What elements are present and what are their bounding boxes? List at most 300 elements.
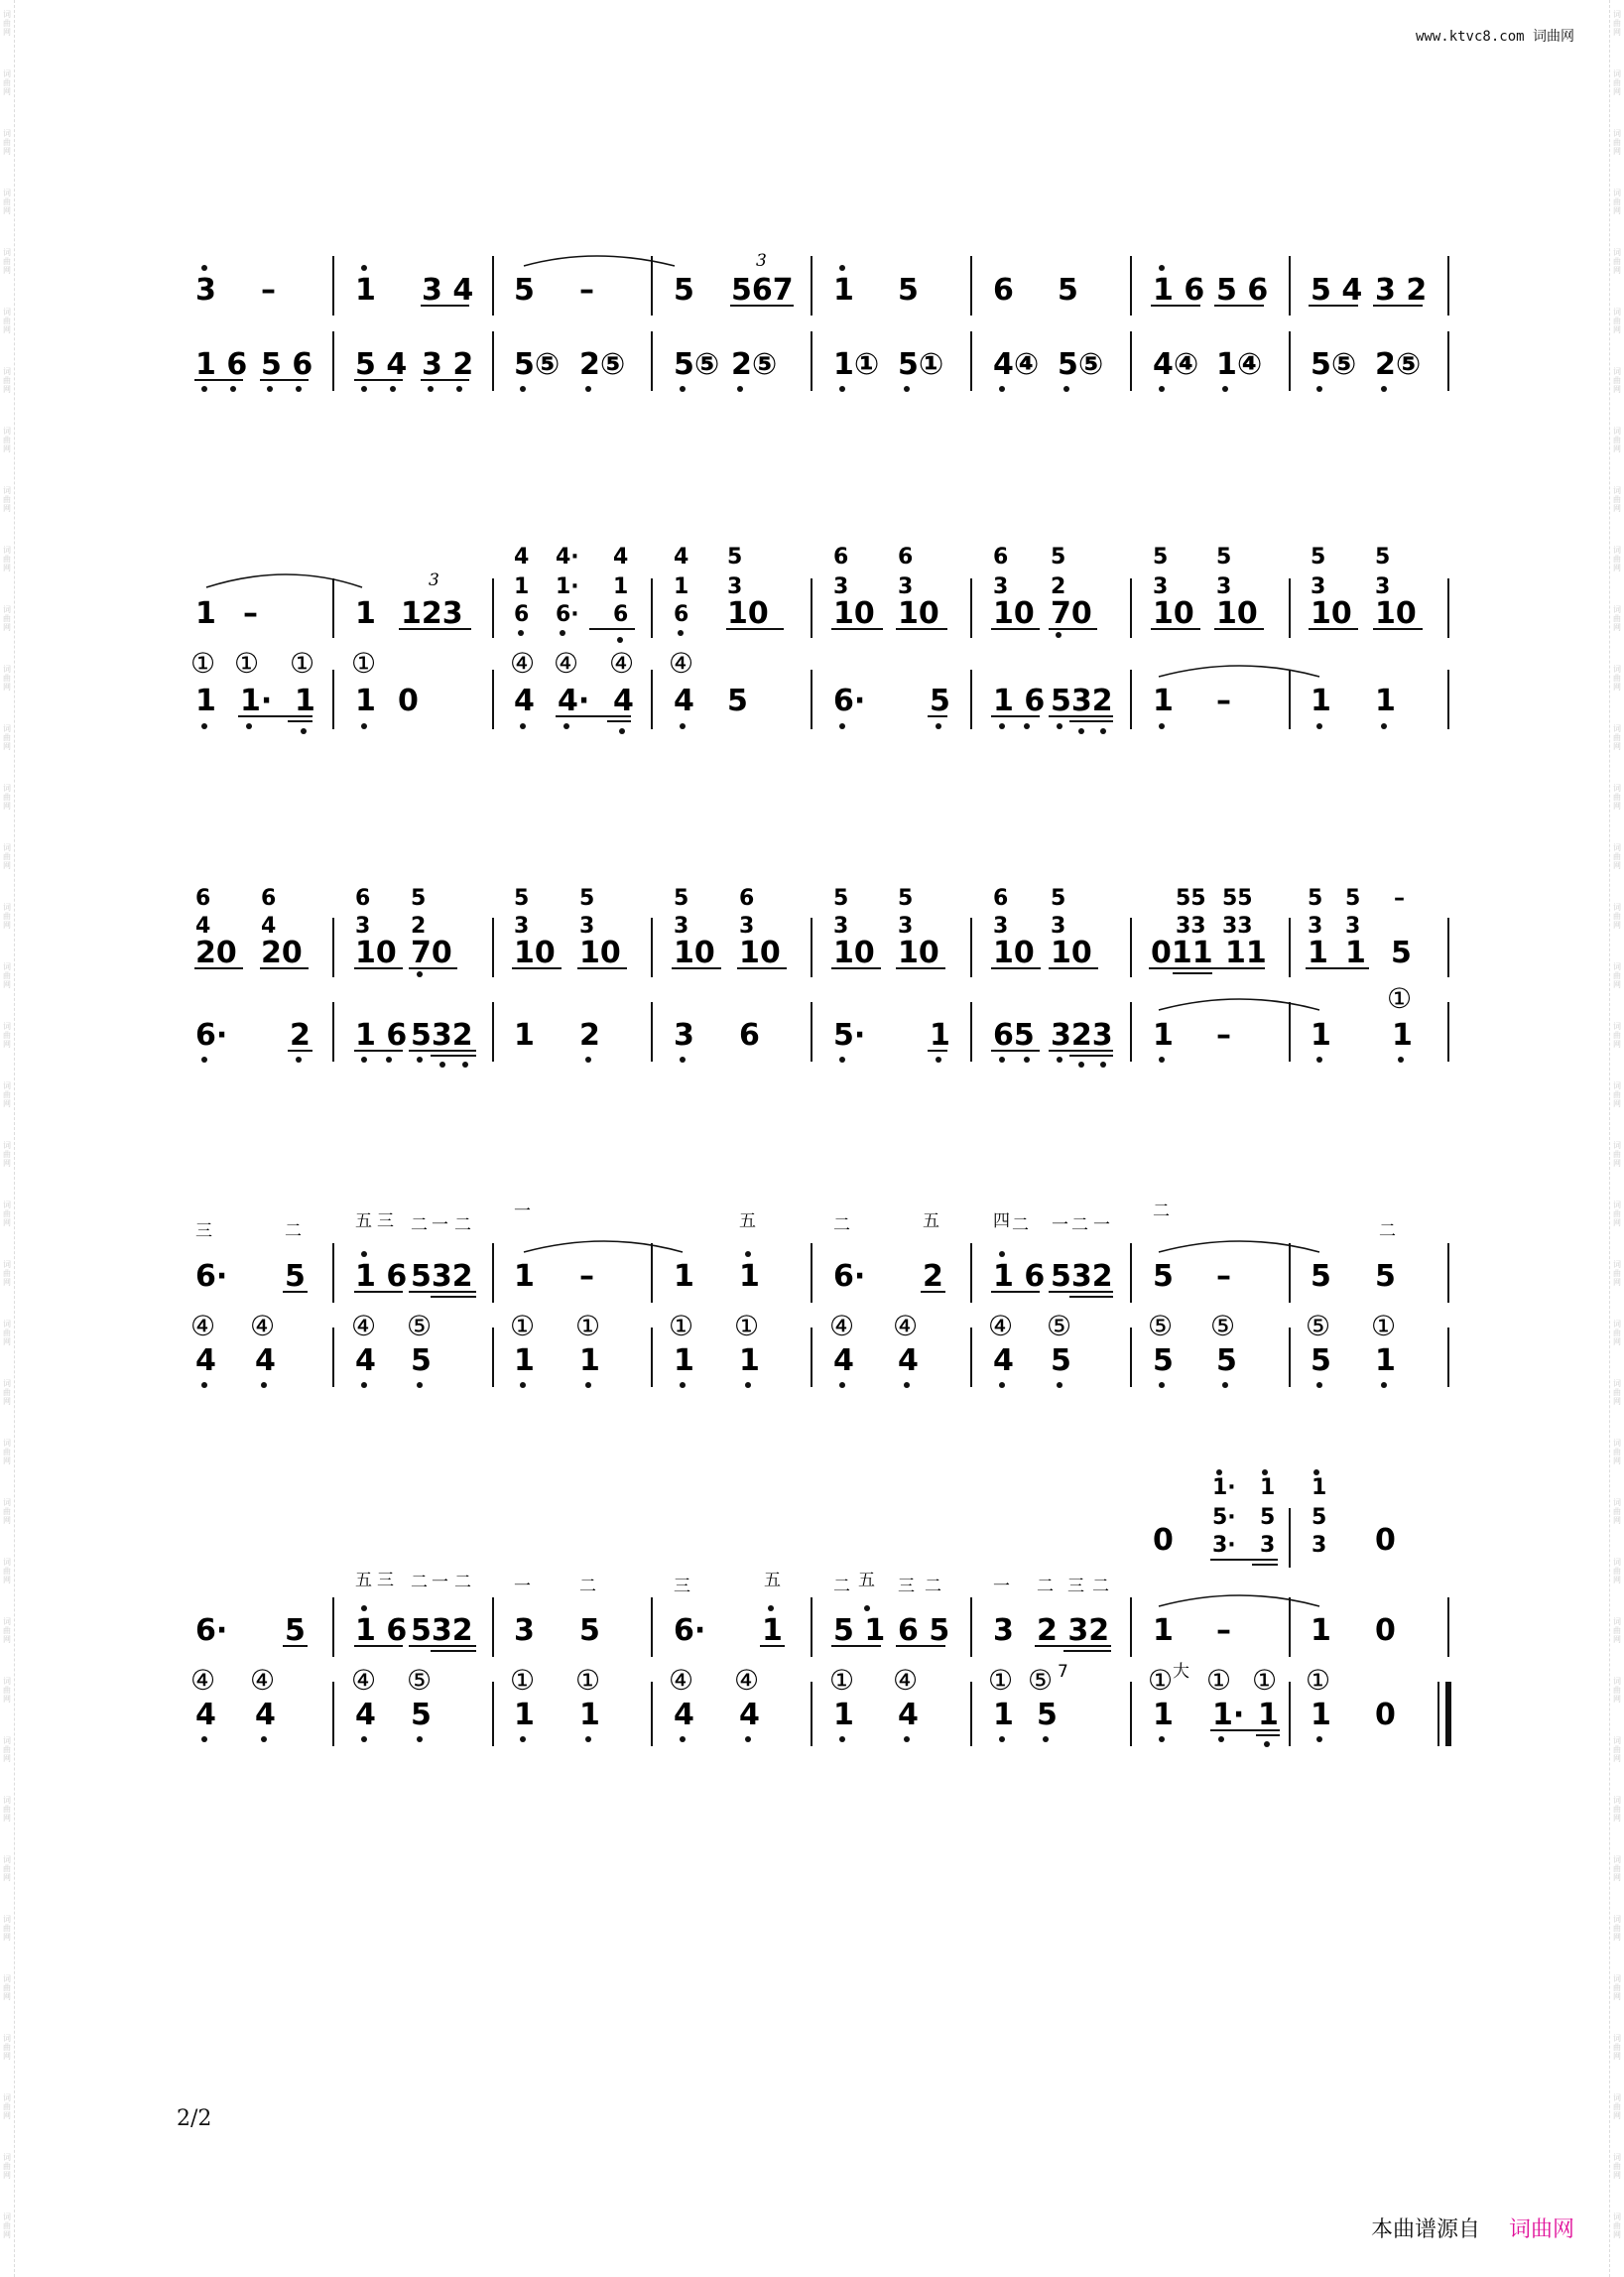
score-symbol: 10 bbox=[739, 936, 781, 970]
score-symbol: 5 bbox=[1037, 1698, 1058, 1732]
watermark-mark: 词 曲 网 bbox=[3, 1677, 11, 1704]
score-symbol: – bbox=[1394, 886, 1405, 911]
score-symbol: 1· bbox=[1212, 1698, 1245, 1732]
watermark-mark: 词 曲 网 bbox=[3, 1796, 11, 1823]
watermark-mark: 词 曲 网 bbox=[1613, 605, 1621, 632]
score-symbol: 0 bbox=[1375, 1613, 1396, 1648]
score-symbol: ⑤ bbox=[407, 1310, 433, 1342]
score-symbol: 4 bbox=[355, 1698, 376, 1732]
score-symbol: 1 bbox=[1153, 1613, 1174, 1648]
score-symbol: 10 bbox=[1153, 596, 1194, 631]
watermark-mark: 词 曲 网 bbox=[3, 1141, 11, 1168]
score-symbol: 6· bbox=[833, 1259, 866, 1294]
score-symbol: 3 bbox=[1312, 1533, 1327, 1558]
note: 5⑤ bbox=[674, 347, 720, 382]
score-symbol: 1· bbox=[556, 574, 579, 599]
score-symbol: 5 bbox=[727, 684, 748, 718]
watermark-mark: 词 曲 网 bbox=[1613, 903, 1621, 930]
score-symbol: ④ bbox=[669, 1664, 694, 1697]
score-symbol: – bbox=[579, 1259, 594, 1294]
score-symbol: 3 bbox=[1153, 574, 1169, 599]
score-symbol: 532 bbox=[411, 1018, 473, 1053]
note: 5 6 bbox=[261, 347, 313, 382]
watermark-mark: 词 曲 网 bbox=[1613, 1974, 1621, 2001]
score-symbol: 5 bbox=[411, 1343, 432, 1378]
note: 123 bbox=[401, 596, 463, 631]
score-symbol: 三 bbox=[377, 1571, 394, 1590]
score-symbol: 20 bbox=[195, 936, 237, 970]
score-symbol: 五 bbox=[858, 1571, 875, 1590]
score-symbol: 5 bbox=[1153, 545, 1169, 569]
score-symbol: 6· bbox=[195, 1259, 228, 1294]
score-symbol: 5 bbox=[1051, 545, 1066, 569]
score-symbol: 1 bbox=[1153, 1698, 1174, 1732]
score-symbol: 1 bbox=[514, 1259, 535, 1294]
watermark-mark: 词 曲 网 bbox=[1613, 10, 1621, 37]
score-symbol: ⑤ bbox=[1210, 1310, 1236, 1342]
score-symbol: ① bbox=[734, 1310, 760, 1342]
score-symbol: 1 bbox=[1311, 1018, 1331, 1053]
note: 5 4 bbox=[1311, 273, 1363, 308]
score-symbol: 5 bbox=[1216, 545, 1232, 569]
score-symbol: 3 bbox=[993, 1613, 1014, 1648]
watermark-mark: 词 曲 网 bbox=[3, 1201, 11, 1227]
score-symbol: 4 bbox=[739, 1698, 760, 1732]
watermark-mark: 词 曲 网 bbox=[3, 2213, 11, 2239]
score-symbol: 3 bbox=[1051, 914, 1066, 939]
score-symbol: 10 bbox=[898, 596, 939, 631]
score-symbol: 5 bbox=[674, 886, 689, 911]
score-symbol: 2 bbox=[1051, 574, 1066, 599]
note: 5⑤ bbox=[1311, 347, 1357, 382]
watermark-mark: 词 曲 网 bbox=[3, 1736, 11, 1763]
watermark-mark: 词 曲 网 bbox=[3, 1320, 11, 1346]
note: – bbox=[243, 596, 258, 631]
watermark-mark: 词 曲 网 bbox=[3, 248, 11, 275]
score-symbol: 二 bbox=[833, 1215, 850, 1235]
watermark-mark: 词 曲 网 bbox=[3, 903, 11, 930]
score-symbol: 五 bbox=[355, 1211, 372, 1231]
score-symbol: 5 bbox=[1311, 545, 1326, 569]
watermark-mark: 词 曲 网 bbox=[1613, 1439, 1621, 1465]
score-symbol: 532 bbox=[411, 1259, 473, 1294]
score-symbol: 6· bbox=[674, 1613, 706, 1648]
score-symbol: 一 bbox=[432, 1215, 448, 1235]
score-symbol: 1 bbox=[1311, 684, 1331, 718]
note: – bbox=[261, 273, 276, 308]
score-symbol: 1 bbox=[762, 1613, 783, 1648]
score-symbol: 2 32 bbox=[1037, 1613, 1110, 1648]
note: 3 2 bbox=[422, 347, 474, 382]
watermark-mark: 词 曲 网 bbox=[1613, 427, 1621, 453]
score-symbol: 3 bbox=[739, 914, 755, 939]
score-symbol: 6· bbox=[195, 1018, 228, 1053]
watermark-mark: 词 曲 网 bbox=[3, 2093, 11, 2120]
note: 5 bbox=[514, 273, 535, 308]
score-symbol: 五 bbox=[739, 1211, 756, 1231]
score-symbol: ① bbox=[575, 1664, 601, 1697]
score-symbol: 1 bbox=[613, 574, 629, 599]
score-symbol: 2 bbox=[290, 1018, 311, 1053]
score-symbol: 532 bbox=[1051, 684, 1113, 718]
score-symbol: 5 bbox=[1216, 1343, 1237, 1378]
score-symbol: ① bbox=[1206, 1664, 1232, 1697]
score-symbol: 5 bbox=[1375, 545, 1391, 569]
watermark-mark: 词 曲 网 bbox=[1613, 308, 1621, 334]
score-symbol: 5 bbox=[1051, 886, 1066, 911]
score-symbol: 1 bbox=[514, 1343, 535, 1378]
score-symbol: 5 bbox=[285, 1613, 306, 1648]
note: 5⑤ bbox=[1058, 347, 1104, 382]
watermark-mark: 词 曲 网 bbox=[1613, 1796, 1621, 1823]
score-symbol: 二 bbox=[925, 1577, 941, 1596]
score-symbol: 6 bbox=[739, 886, 755, 911]
watermark-mark: 词 曲 网 bbox=[1613, 843, 1621, 870]
score-symbol: 6· bbox=[833, 684, 866, 718]
watermark-mark: 词 曲 网 bbox=[1613, 784, 1621, 811]
score-symbol: 5 bbox=[727, 545, 743, 569]
score-symbol: 1 bbox=[1312, 1475, 1327, 1500]
note: 6 bbox=[993, 273, 1014, 308]
score-symbol: 三 bbox=[1067, 1577, 1084, 1596]
watermark-mark: 词 曲 网 bbox=[3, 308, 11, 334]
score-symbol: 一 bbox=[1093, 1215, 1110, 1235]
note: 1 6 bbox=[195, 347, 248, 382]
note: 567 bbox=[731, 273, 794, 308]
score-symbol: 一 bbox=[1052, 1215, 1068, 1235]
score-symbol: 1 bbox=[674, 574, 689, 599]
score-symbol: ① bbox=[234, 647, 260, 680]
score-symbol: 4 bbox=[898, 1343, 919, 1378]
watermark-mark: 词 曲 网 bbox=[3, 1855, 11, 1882]
score-symbol: 6 bbox=[898, 545, 914, 569]
note: 2⑤ bbox=[579, 347, 626, 382]
score-symbol: 532 bbox=[411, 1613, 473, 1648]
watermark-mark: 词 曲 网 bbox=[1613, 724, 1621, 751]
score-symbol: 1 bbox=[1311, 1613, 1331, 1648]
score-symbol: 1 bbox=[674, 1259, 694, 1294]
score-symbol: 6 bbox=[993, 886, 1009, 911]
score-symbol: 3 bbox=[514, 914, 530, 939]
score-symbol: 70 bbox=[1051, 596, 1092, 631]
system-row-1 bbox=[194, 251, 1448, 392]
score-symbol: 4· bbox=[556, 545, 579, 569]
score-symbol: 2 bbox=[923, 1259, 943, 1294]
score-symbol: ④ bbox=[510, 647, 536, 680]
system-row-5 bbox=[190, 1469, 1448, 1747]
score-symbol: 1 6 bbox=[355, 1018, 408, 1053]
score-symbol: 5 bbox=[1260, 1505, 1276, 1530]
watermark-mark: 词 曲 网 bbox=[1613, 2213, 1621, 2239]
score-symbol: 4 bbox=[355, 1343, 376, 1378]
watermark-mark: 词 曲 网 bbox=[1613, 546, 1621, 572]
watermark-mark: 词 曲 网 bbox=[3, 1379, 11, 1406]
score-symbol: 大 bbox=[1173, 1662, 1189, 1682]
score-symbol: 4 bbox=[674, 1698, 694, 1732]
watermark-mark: 词 曲 网 bbox=[1613, 486, 1621, 513]
score-symbol: 7 bbox=[1058, 1662, 1068, 1682]
score-symbol: 4 bbox=[195, 1698, 216, 1732]
score-symbol: 33 bbox=[1222, 914, 1253, 939]
score-symbol: 5 bbox=[1153, 1259, 1174, 1294]
score-symbol: 4 bbox=[261, 914, 277, 939]
score-symbol: 5 bbox=[1391, 936, 1412, 970]
score-symbol: 二 bbox=[454, 1215, 471, 1235]
score-symbol: 0 bbox=[1375, 1698, 1396, 1732]
score-symbol: 1 bbox=[514, 574, 530, 599]
note: 3 bbox=[195, 273, 216, 308]
score-symbol: 3 bbox=[833, 914, 849, 939]
score-symbol: 10 bbox=[1375, 596, 1417, 631]
score-symbol: 10 bbox=[833, 596, 875, 631]
score-symbol: ④ bbox=[829, 1310, 855, 1342]
score-symbol: 11 bbox=[1225, 936, 1267, 970]
watermark-mark: 词 曲 网 bbox=[1613, 1379, 1621, 1406]
score-symbol: 55 bbox=[1222, 886, 1253, 911]
watermark-mark: 词 曲 网 bbox=[1613, 1081, 1621, 1108]
score-symbol: 3 bbox=[993, 574, 1009, 599]
score-symbol: ① bbox=[1252, 1664, 1278, 1697]
score-symbol: 1 bbox=[295, 684, 315, 718]
score-symbol: 532 bbox=[1051, 1259, 1113, 1294]
score-symbol: 三 bbox=[195, 1221, 212, 1241]
watermark-mark: 词 曲 网 bbox=[3, 189, 11, 215]
score-symbol: ① bbox=[669, 1310, 694, 1342]
watermark-mark: 词 曲 网 bbox=[3, 427, 11, 453]
score-symbol: 6· bbox=[556, 602, 579, 627]
watermark-mark: 词 曲 网 bbox=[1613, 1736, 1621, 1763]
score-symbol: 4 bbox=[674, 545, 689, 569]
score-symbol: 3 bbox=[727, 574, 743, 599]
score-symbol: ① bbox=[575, 1310, 601, 1342]
watermark-mark: 词 曲 网 bbox=[1613, 2153, 1621, 2180]
score-symbol: ④ bbox=[250, 1664, 276, 1697]
note: 5⑤ bbox=[514, 347, 561, 382]
watermark-mark: 词 曲 网 bbox=[3, 962, 11, 989]
score-symbol: 一 bbox=[432, 1573, 448, 1592]
score-symbol: 0 bbox=[1375, 1523, 1396, 1558]
score-symbol: 1· bbox=[240, 684, 273, 718]
score-symbol: 5 bbox=[285, 1259, 306, 1294]
note: 5 bbox=[674, 273, 694, 308]
score-symbol: ④ bbox=[893, 1310, 919, 1342]
score-symbol: 3 bbox=[514, 1613, 535, 1648]
score-symbol: 4 bbox=[613, 545, 629, 569]
watermark-mark: 词 曲 网 bbox=[3, 665, 11, 692]
watermark-mark: 词 曲 网 bbox=[1613, 1260, 1621, 1287]
watermark-mark: 词 曲 网 bbox=[3, 1439, 11, 1465]
score-symbol: 3 bbox=[1260, 1533, 1276, 1558]
score-symbol: 10 bbox=[1216, 596, 1258, 631]
score-symbol: 二 bbox=[411, 1573, 428, 1592]
score-symbol: 4 bbox=[833, 1343, 854, 1378]
score-symbol: 5 bbox=[898, 886, 914, 911]
score-symbol: 1 bbox=[1375, 1343, 1396, 1378]
score-symbol: 1 6 bbox=[993, 684, 1046, 718]
score-symbol: 5 bbox=[1153, 1343, 1174, 1378]
score-symbol: ① bbox=[1387, 982, 1413, 1015]
watermark-mark: 词 曲 网 bbox=[1613, 1855, 1621, 1882]
score-symbol: ④ bbox=[190, 1310, 216, 1342]
note: 2⑤ bbox=[1375, 347, 1422, 382]
score-symbol: 一 bbox=[514, 1202, 531, 1221]
score-symbol: ⑤ bbox=[1306, 1310, 1331, 1342]
chord-stack bbox=[514, 545, 1423, 643]
score-symbol: 3 bbox=[1345, 914, 1361, 939]
watermark-mark: 词 曲 网 bbox=[3, 605, 11, 632]
watermark-mark: 词 曲 网 bbox=[3, 1498, 11, 1525]
score-symbol: 10 bbox=[355, 936, 397, 970]
note: 3 2 bbox=[1375, 273, 1428, 308]
watermark-mark: 词 曲 网 bbox=[1613, 2093, 1621, 2120]
score-symbol: 5 bbox=[411, 1698, 432, 1732]
watermark-mark: 词 曲 网 bbox=[3, 367, 11, 394]
score-symbol: 6 bbox=[674, 602, 689, 627]
score-symbol: 10 bbox=[833, 936, 875, 970]
score-symbol: 10 bbox=[1311, 596, 1352, 631]
score-symbol: ① bbox=[351, 647, 377, 680]
watermark-mark: 词 曲 网 bbox=[3, 2034, 11, 2061]
score-symbol: 4· bbox=[558, 684, 590, 718]
score-symbol: 0 bbox=[1153, 1523, 1174, 1558]
score-symbol: 4 bbox=[993, 1343, 1014, 1378]
score-symbol: ④ bbox=[609, 647, 635, 680]
watermark-mark: 词 曲 网 bbox=[1613, 1677, 1621, 1704]
note: 1 bbox=[833, 273, 854, 308]
score-symbol: 五 bbox=[355, 1571, 372, 1590]
score-symbol: 3 bbox=[1375, 574, 1391, 599]
watermark-mark: 词 曲 网 bbox=[1613, 1617, 1621, 1644]
watermark-mark: 词 曲 网 bbox=[3, 1974, 11, 2001]
watermark-mark: 词 曲 网 bbox=[3, 724, 11, 751]
score-symbol: ④ bbox=[669, 647, 694, 680]
score-symbol: 10 bbox=[727, 596, 769, 631]
system-row-4 bbox=[190, 1202, 1448, 1388]
score-symbol: 二 bbox=[454, 1573, 471, 1592]
score-symbol: 1 bbox=[355, 684, 376, 718]
note: 3 4 bbox=[422, 273, 474, 308]
score-symbol: ① bbox=[510, 1664, 536, 1697]
score-symbol: 1 bbox=[993, 1698, 1014, 1732]
score-symbol: 10 bbox=[514, 936, 556, 970]
watermark-mark: 词 曲 网 bbox=[1613, 189, 1621, 215]
score-symbol: 5· bbox=[833, 1018, 866, 1053]
watermark-mark: 词 曲 网 bbox=[1613, 2034, 1621, 2061]
score-symbol: ④ bbox=[554, 647, 579, 680]
score-symbol: ⑤ bbox=[1148, 1310, 1174, 1342]
score-symbol: 二 bbox=[1012, 1215, 1029, 1235]
watermark-mark: 词 曲 网 bbox=[3, 1558, 11, 1584]
score-symbol: 1 bbox=[1311, 1698, 1331, 1732]
score-symbol: 二 bbox=[285, 1221, 302, 1241]
note: 5 bbox=[898, 273, 919, 308]
watermark-mark: 词 曲 网 bbox=[3, 69, 11, 96]
score-symbol: 5 bbox=[930, 684, 950, 718]
watermark-mark: 词 曲 网 bbox=[3, 1081, 11, 1108]
score-symbol: 5 bbox=[1375, 1259, 1396, 1294]
score-symbol: 10 bbox=[1051, 936, 1092, 970]
watermark-mark: 词 曲 网 bbox=[1613, 665, 1621, 692]
score-symbol: ① bbox=[1371, 1310, 1397, 1342]
score-symbol: 1 bbox=[579, 1698, 600, 1732]
score-symbol: 1 bbox=[1153, 1018, 1174, 1053]
score-symbol: 3 bbox=[1216, 574, 1232, 599]
score-symbol: 1 bbox=[1308, 936, 1328, 970]
score-symbol: 1 bbox=[833, 1698, 854, 1732]
score-symbol: 6 bbox=[613, 602, 629, 627]
score-symbol: 5 bbox=[1308, 886, 1323, 911]
score-symbol: 70 bbox=[411, 936, 452, 970]
score-symbol: 1 bbox=[579, 1343, 600, 1378]
score-symbol: 20 bbox=[261, 936, 303, 970]
score-symbol: 5 bbox=[1311, 1343, 1331, 1378]
score-symbol: 1 bbox=[739, 1343, 760, 1378]
watermark-mark: 词 曲 网 bbox=[1613, 129, 1621, 156]
note: 4④ bbox=[1153, 347, 1199, 382]
footer-brand-link[interactable]: 词曲网 bbox=[1508, 2217, 1574, 2242]
score-symbol: ① bbox=[829, 1664, 855, 1697]
score-symbol: 3 bbox=[429, 570, 439, 590]
watermark-mark: 词 曲 网 bbox=[3, 1915, 11, 1942]
watermark-mark: 词 曲 网 bbox=[1613, 1915, 1621, 1942]
note: 1 bbox=[355, 596, 376, 631]
score-symbol: ④ bbox=[351, 1664, 377, 1697]
score-symbol: 10 bbox=[993, 596, 1035, 631]
score-symbol: ① bbox=[190, 647, 216, 680]
score-symbol: 五 bbox=[764, 1571, 781, 1590]
score-symbol: 二 bbox=[579, 1577, 596, 1596]
note: 5 bbox=[1058, 273, 1078, 308]
score-symbol: 一 bbox=[993, 1577, 1010, 1596]
score-symbol: – bbox=[1216, 684, 1231, 718]
score-symbol: 二 bbox=[1092, 1577, 1109, 1596]
score-symbol: 5 bbox=[579, 1613, 600, 1648]
note: 5① bbox=[898, 347, 944, 382]
watermark-mark: 词 曲 网 bbox=[3, 843, 11, 870]
score-symbol: 1 bbox=[195, 684, 216, 718]
watermark-mark: 词 曲 网 bbox=[3, 546, 11, 572]
score-symbol: 6 bbox=[261, 886, 277, 911]
score-symbol: ① bbox=[1148, 1664, 1174, 1697]
score-symbol: 1 6 bbox=[355, 1613, 408, 1648]
watermark-mark: 词 曲 网 bbox=[1613, 1558, 1621, 1584]
score-symbol: 5· bbox=[1212, 1505, 1236, 1530]
score-symbol: 33 bbox=[1176, 914, 1206, 939]
score-symbol: 4 bbox=[514, 684, 535, 718]
score-symbol: 10 bbox=[579, 936, 621, 970]
score-symbol: – bbox=[1216, 1259, 1231, 1294]
note: 1 bbox=[195, 596, 216, 631]
score-symbol: ① bbox=[1306, 1664, 1331, 1697]
score-symbol: 1 bbox=[1258, 1698, 1279, 1732]
page-number: 2/2 bbox=[177, 2106, 212, 2131]
score-symbol: ④ bbox=[351, 1310, 377, 1342]
score-symbol: 四 bbox=[993, 1211, 1010, 1231]
score-symbol: 4 bbox=[255, 1698, 276, 1732]
score-symbol: 5 bbox=[1345, 886, 1361, 911]
system-row-3 bbox=[194, 886, 1448, 1068]
note: 1 bbox=[355, 273, 376, 308]
note: 1① bbox=[833, 347, 880, 382]
watermark-mark: 词 曲 网 bbox=[3, 784, 11, 811]
score-symbol: 5 1 bbox=[833, 1613, 886, 1648]
score-symbol: 5 bbox=[833, 886, 849, 911]
score-symbol: 0 bbox=[398, 684, 419, 718]
score-symbol: 2 bbox=[411, 914, 427, 939]
score-symbol: 3 bbox=[898, 914, 914, 939]
score-symbol: 3 bbox=[355, 914, 371, 939]
score-symbol: ④ bbox=[250, 1310, 276, 1342]
